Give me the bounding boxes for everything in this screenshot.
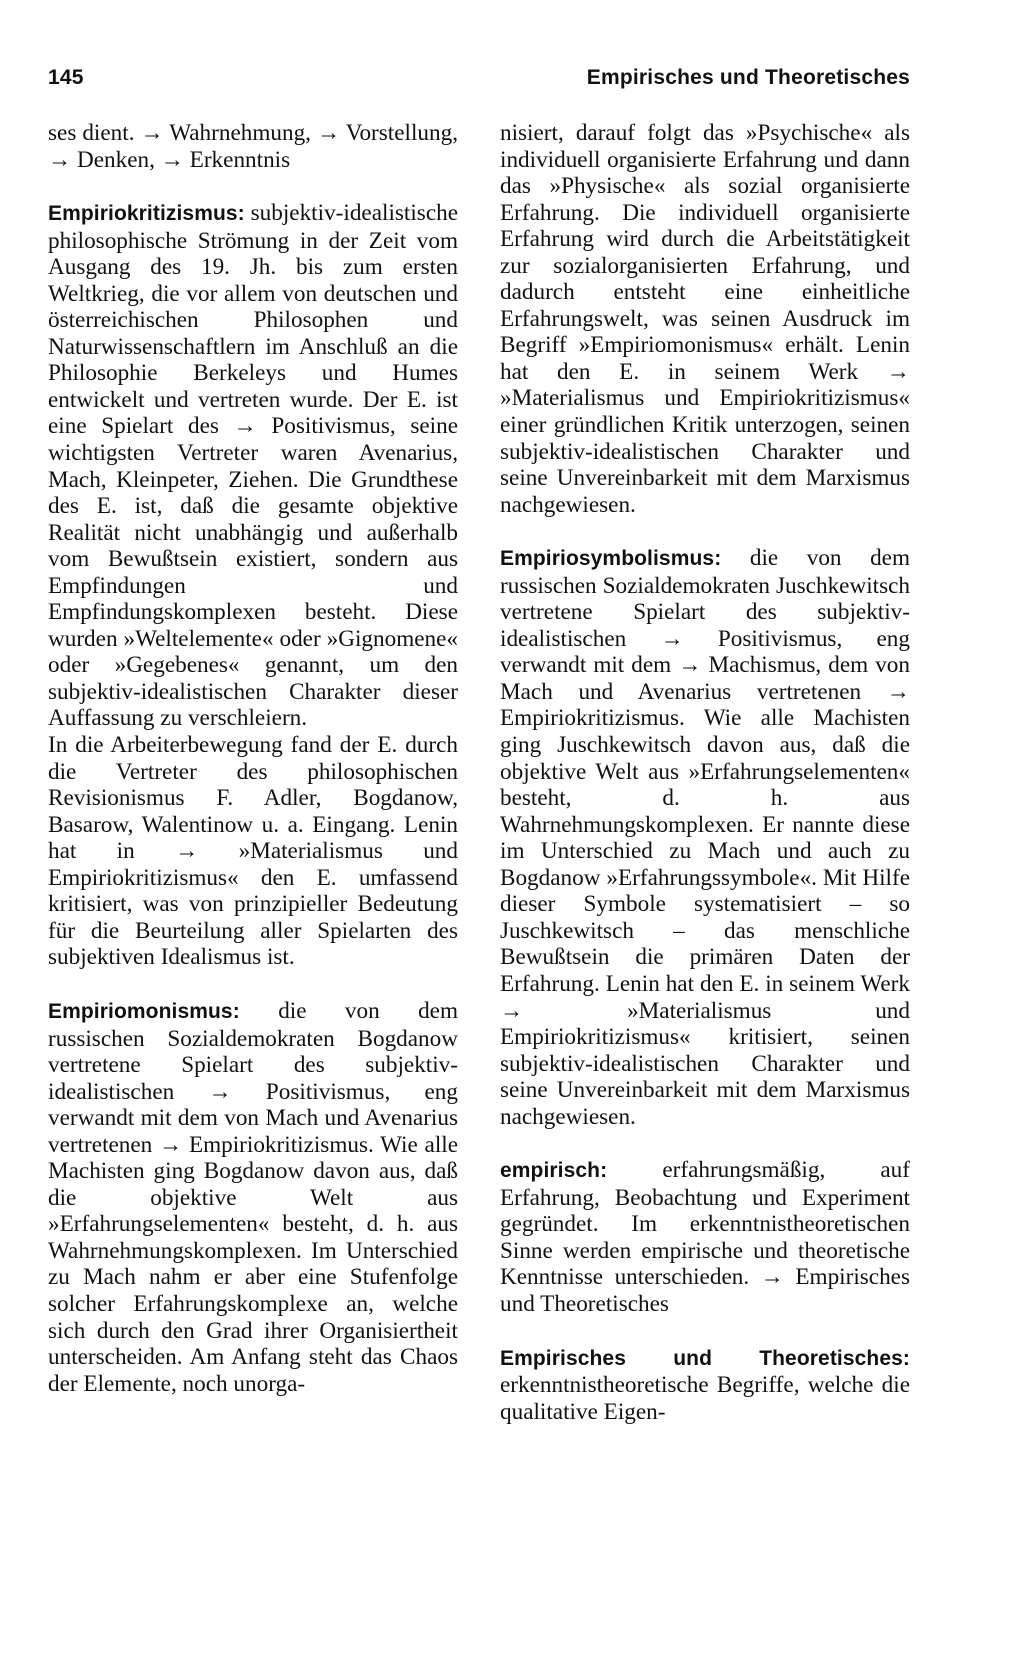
entry-headword: Empiriokritizismus: — [48, 202, 245, 226]
continued-text: ses dient. → Wahrnehmung, → Vorstellung, → Denken, → Erkenntnis — [48, 120, 458, 173]
entry-empirisches-und-theoretisches — [500, 1345, 910, 1426]
entry-empiriosymbolismus — [500, 545, 910, 1130]
entry-text: die von dem russischen Sozialdemokraten Juschkewitsch vertretene Spielart des subjektiv-idealistischen → Positivismus, eng verwandt mit dem → Machismus, dem von Mach und Avenarius vertretenen → Empiriokritizismus. Wie alle Machisten ging Juschkewitsch davon aus, daß die objektive Welt aus »Erfahrungselementen« besteht, d. h. aus Wahrnehmungskomplexen. Er nannte diese im Unterschied zu Mach und auch zu Bogdanow »Erfahrungssymbole«. Mit Hilfe dieser Symbole systematisiert – so Juschkewitsch – das menschliche Bewußtsein die primären Daten der Erfahrung. Lenin hat den E. in seinem Werk → »Materialismus und Empiriokritizismus« kritisiert, seinen subjektiv-idealistischen Charakter und seine Unvereinbarkeit mit dem Marxismus nachgewiesen. — [500, 545, 911, 1130]
entry-headword: Empiriomonismus: — [48, 999, 240, 1023]
entry-empiriomonismus-continued: nisiert, darauf folgt das »Psychische« als individuell organisierte Erfahrung und dann das »Physische« als sozial organisierte Erfahrung. Die individuell organisierte Erfahrung wird durch die Arbeitstätigkeit zur sozialorganisierten Erfahrung, und dadurch entsteht eine einheitliche Erfahrungswelt, was seinen Ausdruck im Begriff »Empiriomonismus« erhält. Lenin hat den E. in seinem Werk → »Materialismus und Empiriokritizismus« einer gründlichen Kritik unterzogen, seinen subjektiv-idealistischen Charakter und seine Unvereinbarkeit mit dem Marxismus nachgewiesen. — [500, 120, 910, 518]
entry-headword: empirisch: — [500, 1159, 608, 1183]
right-column — [500, 120, 910, 1425]
entry-text: subjektiv-idealistische philosophische Strömung in der Zeit vom Ausgang des 19. Jh. bis zum ersten Weltkrieg, die vor allem von deutschen und österreichischen Philosophen und Naturwissenschaftlern im Anschluß an die Philosophie Berkeleys und Humes entwickelt und vertreten wurde. Der E. ist eine Spielart des → Positivismus, seine wichtigsten Vertreter waren Avenarius, Mach, Kleinpeter, Ziehen. Die Grundthese des E. ist, daß die gesamte objektive Realität nicht unabhängig und außerhalb vom Bewußtsein existiert, sondern aus Empfindungen und Empfindungskomplexen besteht. Diese wurden »Weltelemente« oder »Gignomene« oder »Gegebenes« genannt, um den subjektiv-idealistischen Charakter dieser Auffassung zu verschleiern. — [48, 200, 458, 732]
page-header — [48, 66, 910, 96]
page-number: 145 — [48, 66, 84, 89]
entry-empiriokritizismus-continued: In die Arbeiterbewegung fand der E. durch die Vertreter des philosophischen Revisionismus F. Adler, Bogdanow, Basarow, Walentinow u. a. Eingang. Lenin hat in → »Materialismus und Empiriokritizismus« den E. umfassend kritisiert, was von prinzipieller Bedeutung für die Beurteilung aller Spielarten des subjektiven Idealismus ist. — [48, 732, 458, 971]
entry-headword: Empiriosymbolismus: — [500, 547, 722, 571]
entry-text: die von dem russischen Sozialdemokraten Bogdanow vertretene Spielart des subjektiv-idealistischen → Positivismus, eng verwandt mit dem von Mach und Avenarius vertretenen → Empiriokritizismus. Wie alle Machisten ging Bogdanow davon aus, daß die objektive Welt aus »Erfahrungselementen« besteht, d. h. aus Wahrnehmungskomplexen. Im Unterschied zu Mach nahm er aber eine Stufenfolge solcher Erfahrungskomplexe an, welche sich durch den Grad ihrer Organisiertheit unterscheiden. Am Anfang steht das Chaos der Elemente, noch unorga- — [48, 997, 458, 1397]
entry-text: erkenntnistheoretische Begriffe, welche die qualitative Eigen- — [500, 1372, 910, 1425]
entry-empiriomonismus — [48, 998, 458, 1397]
entry-text: erfahrungsmäßig, auf Erfahrung, Beobachtung und Experiment gegründet. Im erkenntnistheoretischen Sinne werden empirische und theoretische Kenntnisse unterschieden. → Empirisches und Theoretisches — [500, 1157, 910, 1317]
running-title: Empirisches und Theoretisches — [586, 66, 910, 89]
entry-empirisch — [500, 1157, 910, 1317]
entry-empiriokritizismus — [48, 200, 458, 732]
entry-headword: Empirisches und Theoretisches: — [500, 1346, 910, 1370]
left-column — [48, 120, 458, 1397]
